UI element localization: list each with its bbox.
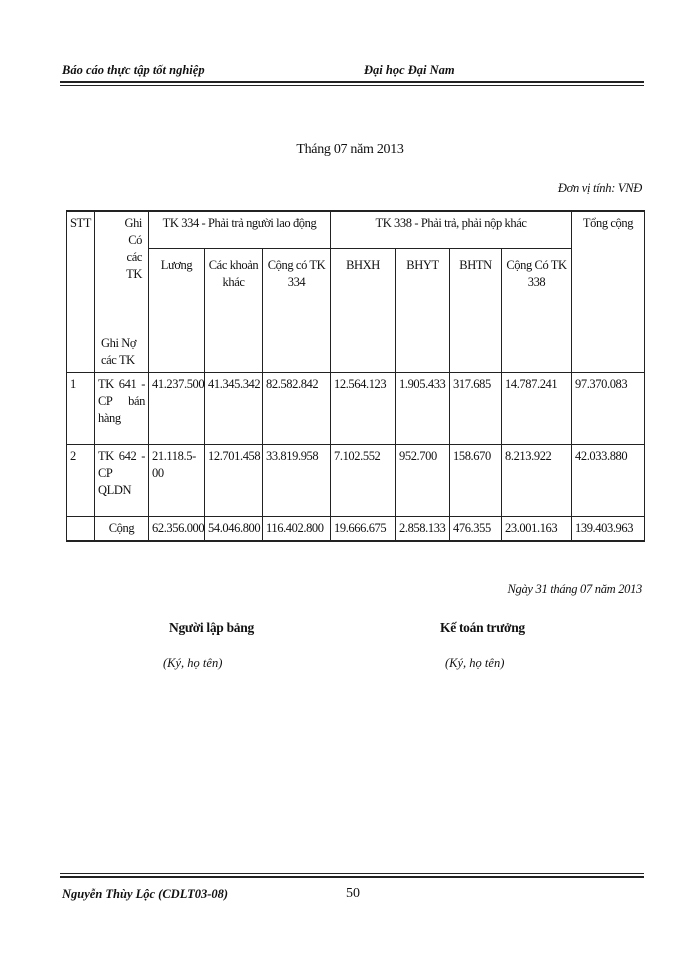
row-cong334: 33.819.958: [263, 445, 331, 517]
header-credit-line-3: các: [126, 250, 142, 264]
row-luong: 21.118.5-00: [149, 445, 205, 517]
subheader-bhtn: BHTN: [450, 249, 502, 373]
row-stt: 2: [67, 445, 95, 517]
row-account-line-2: CP bán: [98, 394, 145, 408]
sum-bhyt: 2.858.133: [396, 517, 450, 542]
table-subheader-row: [67, 249, 645, 373]
row-bhxh: 12.564.123: [331, 373, 396, 445]
header-total: Tổng cộng: [572, 211, 645, 373]
subheader-luong: Lương: [149, 249, 205, 373]
footer-rule-thin: [60, 873, 644, 874]
row-cong338: 14.787.241: [502, 373, 572, 445]
header-diagonal-cell: [95, 211, 149, 373]
row-bhtn: 317.685: [450, 373, 502, 445]
header-tk334: TK 334 - Phải trả người lao động: [149, 211, 331, 249]
row-khac: 41.345.342: [205, 373, 263, 445]
row-luong: 41.237.500: [149, 373, 205, 445]
header-debit-line-1: Ghi Nợ: [101, 336, 137, 350]
header-credit-line-1: Ghi: [124, 216, 142, 230]
header-credit-line-4: TK: [126, 267, 142, 281]
subheader-cong-co-338: Cộng Có TK 338: [502, 249, 572, 373]
table-sum-row: [67, 517, 645, 542]
preparer-sign-note: (Ký, họ tên): [163, 656, 223, 670]
row-khac: 12.701.458: [205, 445, 263, 517]
subheader-bhyt: BHYT: [396, 249, 450, 373]
row-account-line-3: QLDN: [98, 483, 132, 497]
signing-date: Ngày 31 tháng 07 năm 2013: [507, 582, 642, 596]
row-cong334: 82.582.842: [263, 373, 331, 445]
table-row: [67, 373, 645, 445]
header-rule-thin: [60, 85, 644, 86]
row-account-line-3: hàng: [98, 411, 121, 425]
sum-bhxh: 19.666.675: [331, 517, 396, 542]
row-account-line-1: TK 641 -: [98, 377, 145, 391]
row-account-line-2: CP: [98, 466, 113, 480]
row-stt: 1: [67, 373, 95, 445]
footer-author: Nguyễn Thùy Lộc (CDLT03-08): [62, 887, 229, 901]
header-rule: [60, 81, 644, 83]
row-bhyt: 952.700: [396, 445, 450, 517]
chief-accountant-sign-note: (Ký, họ tên): [445, 656, 505, 670]
preparer-title: Người lập bảng: [169, 620, 254, 635]
row-bhyt: 1.905.433: [396, 373, 450, 445]
row-bhtn: 158.670: [450, 445, 502, 517]
sum-total: 139.403.963: [572, 517, 645, 542]
row-account: [95, 373, 149, 445]
row-bhxh: 7.102.552: [331, 445, 396, 517]
salary-allocation-table: [66, 210, 645, 542]
table-row: [67, 445, 645, 517]
page-number: 50: [346, 886, 360, 901]
currency-unit: Đơn vị tính: VNĐ: [557, 181, 642, 195]
page-title: Tháng 07 năm 2013: [296, 142, 404, 157]
header-debit-line-2: các TK: [101, 353, 135, 367]
footer-rule: [60, 876, 644, 878]
subheader-cong-co-334: Cộng có TK 334: [263, 249, 331, 373]
header-tk338: TK 338 - Phải trả, phải nộp khác: [331, 211, 572, 249]
sum-cong334: 116.402.800: [263, 517, 331, 542]
sum-stt: [67, 517, 95, 542]
header-left-text: Báo cáo thực tập tốt nghiệp: [62, 63, 205, 77]
sum-khac: 54.046.800: [205, 517, 263, 542]
row-total: 42.033.880: [572, 445, 645, 517]
row-total: 97.370.083: [572, 373, 645, 445]
subheader-bhxh: BHXH: [331, 249, 396, 373]
sum-label: Cộng: [95, 517, 149, 542]
header-credit-line-2: Có: [128, 233, 142, 247]
sum-bhtn: 476.355: [450, 517, 502, 542]
row-cong338: 8.213.922: [502, 445, 572, 517]
chief-accountant-title: Kế toán trưởng: [440, 620, 525, 635]
sum-cong338: 23.001.163: [502, 517, 572, 542]
row-account: [95, 445, 149, 517]
sum-luong: 62.356.000: [149, 517, 205, 542]
table-header-row: [67, 211, 645, 249]
header-right-text: Đại học Đại Nam: [364, 63, 455, 77]
subheader-cac-khoan-khac: Các khoản khác: [205, 249, 263, 373]
header-stt: STT: [67, 211, 95, 373]
row-account-line-1: TK 642 -: [98, 449, 145, 463]
